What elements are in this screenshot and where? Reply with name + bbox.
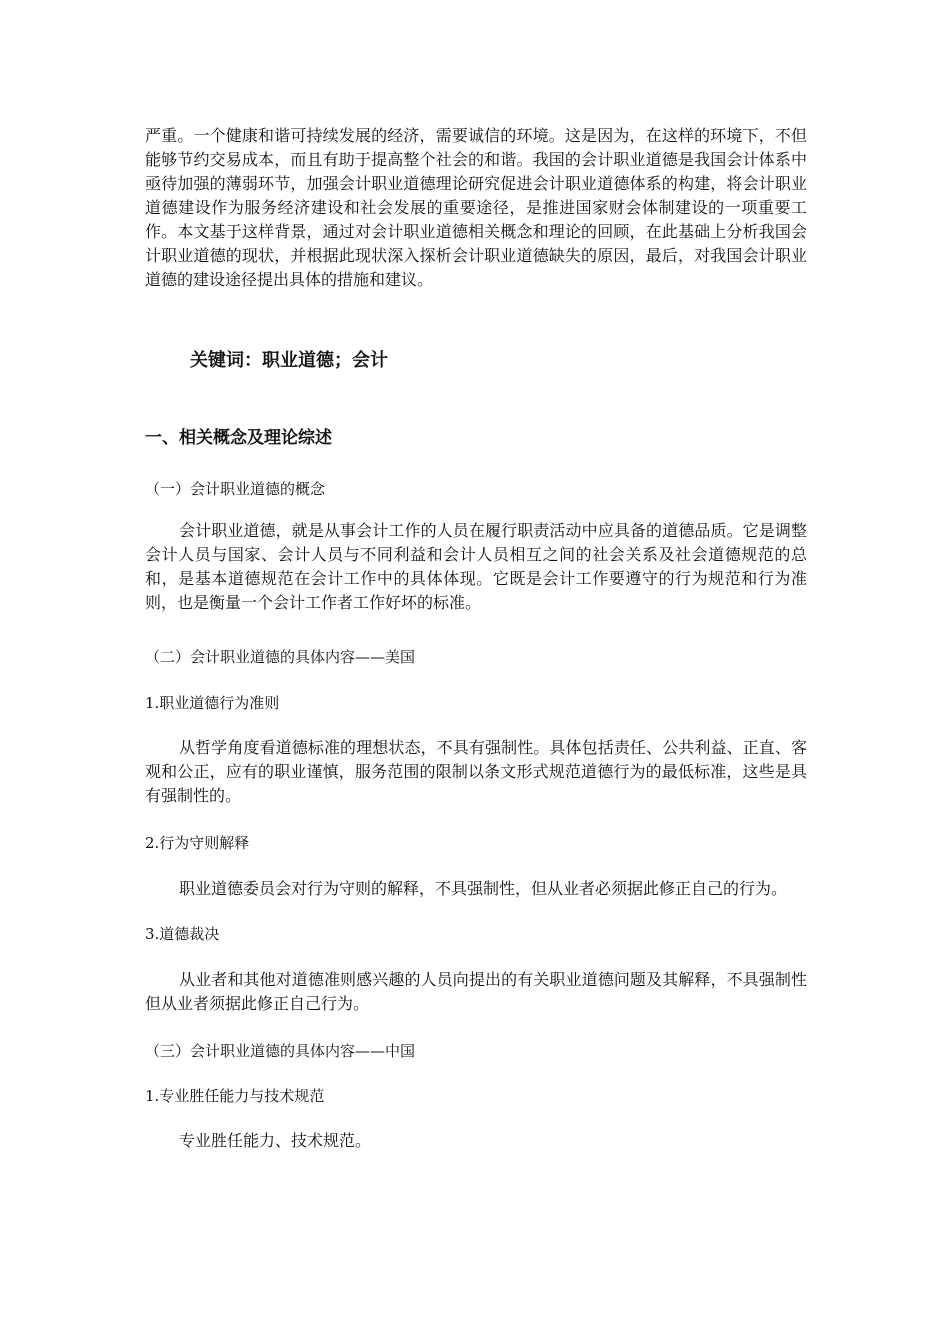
usa-item-3-heading: 3.道德裁决 (145, 925, 220, 943)
china-item-1-paragraph: 专业胜任能力、技术规范。 (179, 1131, 372, 1150)
keywords-label: 关键词： (190, 350, 262, 371)
subsection-heading-usa: （二）会计职业道德的具体内容——美国 (145, 648, 416, 666)
china-item-1-heading: 1.专业胜任能力与技术规范 (145, 1087, 325, 1105)
keywords-value: 职业道德；会计 (262, 350, 388, 371)
subsection-heading-china: （三）会计职业道德的具体内容——中国 (145, 1042, 416, 1060)
subsection-heading-concept: （一）会计职业道德的概念 (145, 480, 326, 498)
usa-item-1-paragraph: 从哲学角度看道德标准的理想状态，不具有强制性。具体包括责任、公共利益、正直、客观和公正，应有的职业谨慎，服务范围的限制以条文形式规范道德行为的最低标准，这些是具有强制性的。 (145, 738, 807, 805)
keywords-line (190, 347, 388, 375)
usa-item-1-heading: 1.职业道德行为准则 (145, 694, 280, 712)
abstract-continuation-paragraph: 严重。一个健康和谐可持续发展的经济，需要诚信的环境。这是因为，在这样的环境下，不但能够节约交易成本，而且有助于提高整个社会的和谐。我国的会计职业道德是我国会计体系中亟待加强的薄弱环节，加强会计职业道德理论研究促进会计职业道德体系的构建，将会计职业道德建设作为服务经济建设和社会发展的重要途径，是推进国家财会体制建设的一项重要工作。本文基于这样背景，通过对会计职业道德相关概念和理论的回顾，在此基础上分析我国会计职业道德的现状，并根据此现状深入探析会计职业道德缺失的原因，最后，对我国会计职业道德的建设途径提出具体的措施和建议。 (145, 126, 807, 289)
section-heading-1: 一、相关概念及理论综述 (145, 428, 332, 448)
concept-paragraph: 会计职业道德，就是从事会计工作的人员在履行职责活动中应具备的道德品质。它是调整会计人员与国家、会计人员与不同利益和会计人员相互之间的社会关系及社会道德规范的总和，是基本道德规范在会计工作中的具体体现。它既是会计工作要遵守的行为规范和行为准则，也是衡量一个会计工作者工作好坏的标准。 (145, 521, 807, 612)
usa-item-3-paragraph: 从业者和其他对道德准则感兴趣的人员向提出的有关职业道德问题及其解释，不具强制性但从业者须据此修正自己行为。 (145, 970, 807, 1013)
usa-item-2-paragraph: 职业道德委员会对行为守则的解释，不具强制性，但从业者必须据此修正自己的行为。 (179, 879, 788, 898)
usa-item-2-heading: 2.行为守则解释 (145, 834, 250, 852)
